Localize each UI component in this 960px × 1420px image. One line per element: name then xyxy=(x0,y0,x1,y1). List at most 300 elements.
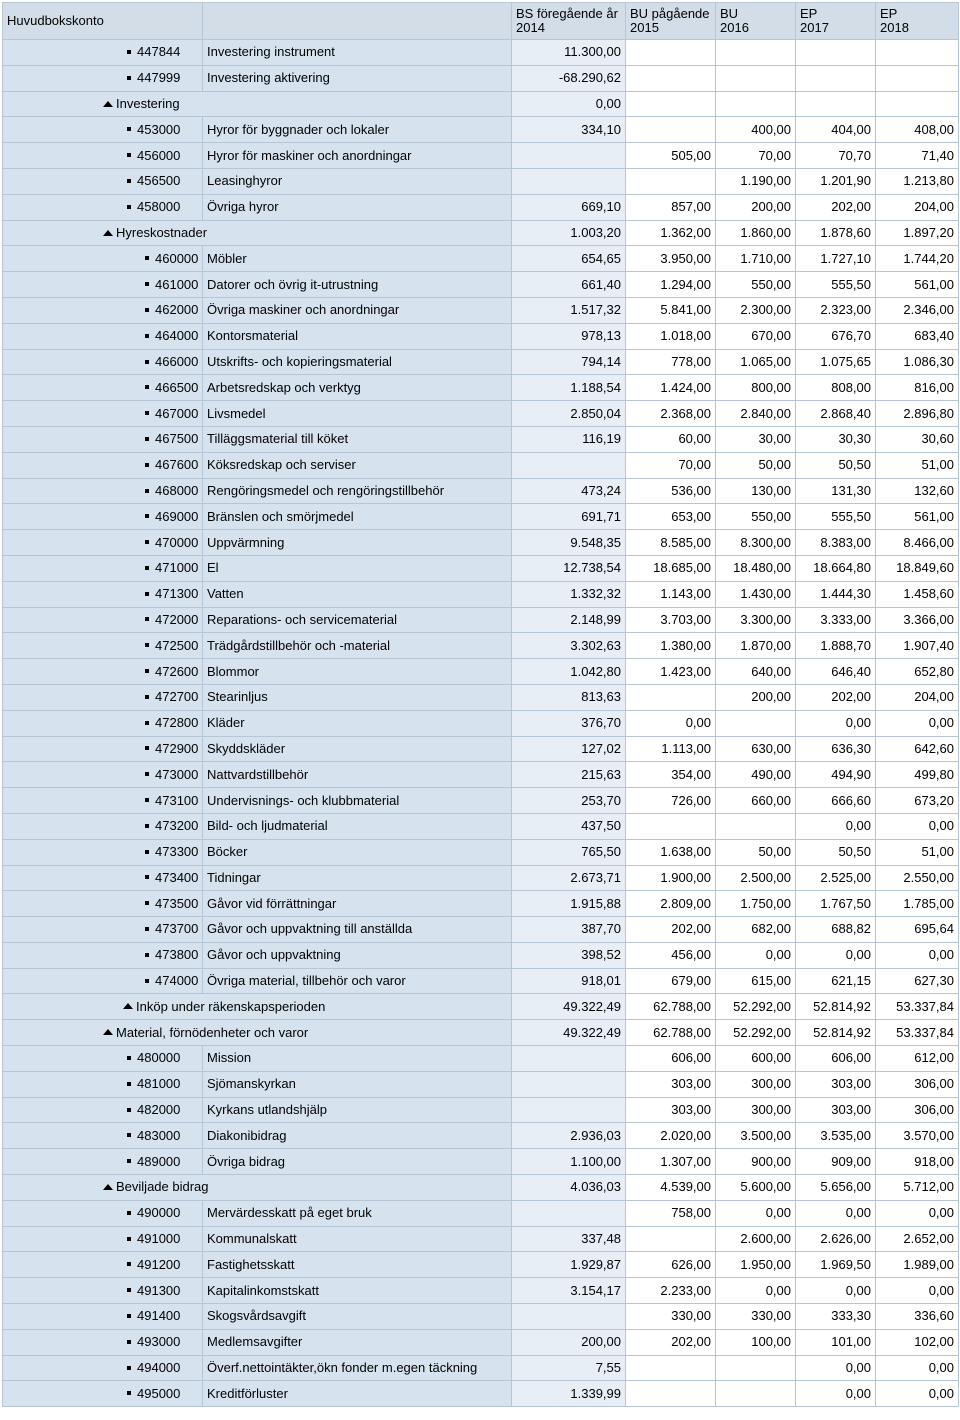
account-code: 473800 xyxy=(155,947,199,963)
value-cell: 606,00 xyxy=(796,1046,876,1072)
bullet-icon xyxy=(145,411,149,415)
group-label-cell[interactable] xyxy=(3,994,512,1020)
value-cell: 1.897,20 xyxy=(876,220,959,246)
account-code: 482000 xyxy=(137,1102,181,1118)
value-cell xyxy=(626,684,716,710)
account-code: 468000 xyxy=(155,482,199,498)
bullet-icon xyxy=(127,1314,131,1318)
collapse-triangle-icon[interactable] xyxy=(123,1003,133,1009)
account-code: 495000 xyxy=(137,1385,181,1401)
header-column-bu-2016 xyxy=(716,3,796,40)
account-name: Köksredskap och serviser xyxy=(203,452,512,478)
header-column-year: 2016 xyxy=(720,20,749,35)
value-cell: 550,00 xyxy=(716,504,796,530)
value-cell: 2.840,00 xyxy=(716,401,796,427)
value-cell: 52.292,00 xyxy=(716,994,796,1020)
account-code: 494000 xyxy=(137,1360,181,1376)
account-code-cell xyxy=(3,581,203,607)
table-row xyxy=(3,1200,959,1226)
value-cell: 1.042,80 xyxy=(512,659,626,685)
value-cell: 2.626,00 xyxy=(796,1226,876,1252)
value-cell: 1.710,00 xyxy=(716,246,796,272)
value-cell: 18.849,60 xyxy=(876,555,959,581)
value-cell: 3.333,00 xyxy=(796,607,876,633)
value-cell: 200,00 xyxy=(512,1329,626,1355)
value-cell: 918,00 xyxy=(876,1149,959,1175)
value-cell: 1.517,32 xyxy=(512,297,626,323)
account-code-cell xyxy=(3,349,203,375)
account-name: Utskrifts- och kopieringsmaterial xyxy=(203,349,512,375)
value-cell: 53.337,84 xyxy=(876,994,959,1020)
value-cell: 253,70 xyxy=(512,788,626,814)
table-row xyxy=(3,684,959,710)
value-cell: 1.929,87 xyxy=(512,1252,626,1278)
value-cell: 4.539,00 xyxy=(626,1175,716,1201)
table-row xyxy=(3,581,959,607)
value-cell: 53.337,84 xyxy=(876,1020,959,1046)
account-code: 467600 xyxy=(155,457,199,473)
value-cell: 555,50 xyxy=(796,272,876,298)
value-cell: 49.322,49 xyxy=(512,994,626,1020)
account-code: 473100 xyxy=(155,792,199,808)
value-cell: 127,02 xyxy=(512,736,626,762)
account-name: Blommor xyxy=(203,659,512,685)
account-code: 473400 xyxy=(155,869,199,885)
table-row xyxy=(3,117,959,143)
value-cell: 1.870,00 xyxy=(716,633,796,659)
header-account-label: Huvudbokskonto xyxy=(3,3,203,40)
value-cell: 202,00 xyxy=(626,917,716,943)
value-cell xyxy=(716,40,796,66)
value-cell: 621,15 xyxy=(796,968,876,994)
account-code-cell xyxy=(3,839,203,865)
value-cell: 669,10 xyxy=(512,194,626,220)
value-cell: 909,00 xyxy=(796,1149,876,1175)
value-cell: 131,30 xyxy=(796,478,876,504)
group-name: Inköp under räkenskapsperioden xyxy=(136,998,326,1014)
table-row xyxy=(3,762,959,788)
group-name: Material, förnödenheter och varor xyxy=(116,1024,309,1040)
value-cell: 303,00 xyxy=(796,1071,876,1097)
account-code: 480000 xyxy=(137,1050,181,1066)
account-code: 493000 xyxy=(137,1334,181,1350)
value-cell xyxy=(876,91,959,117)
value-cell: 130,00 xyxy=(716,478,796,504)
account-code-cell xyxy=(3,659,203,685)
value-cell xyxy=(796,65,876,91)
account-name: Sjömanskyrkan xyxy=(203,1071,512,1097)
account-code: 472500 xyxy=(155,637,199,653)
bullet-icon xyxy=(145,721,149,725)
value-cell: 636,30 xyxy=(796,736,876,762)
bullet-icon xyxy=(145,540,149,544)
account-code-cell xyxy=(3,401,203,427)
bullet-icon xyxy=(145,617,149,621)
value-cell: 3.950,00 xyxy=(626,246,716,272)
bullet-icon xyxy=(127,1108,131,1112)
group-label-cell[interactable] xyxy=(3,91,512,117)
value-cell: 300,00 xyxy=(716,1097,796,1123)
value-cell: 1.190,00 xyxy=(716,168,796,194)
value-cell: 2.936,03 xyxy=(512,1123,626,1149)
value-cell: 116,19 xyxy=(512,426,626,452)
account-name: Överf.nettointäkter,ökn fonder m.egen täckning xyxy=(203,1355,512,1381)
account-code-cell xyxy=(3,736,203,762)
account-name: Gåvor vid förrättningar xyxy=(203,891,512,917)
value-cell: 70,70 xyxy=(796,143,876,169)
bullet-icon xyxy=(145,308,149,312)
value-cell: 49.322,49 xyxy=(512,1020,626,1046)
account-code: 471000 xyxy=(155,560,199,576)
value-cell: 303,00 xyxy=(796,1097,876,1123)
account-code-cell xyxy=(3,530,203,556)
table-row xyxy=(3,143,959,169)
value-cell: 695,64 xyxy=(876,917,959,943)
value-cell: 0,00 xyxy=(796,813,876,839)
value-cell: 673,20 xyxy=(876,788,959,814)
value-cell: 3.366,00 xyxy=(876,607,959,633)
bullet-icon xyxy=(127,1391,131,1395)
value-cell: 0,00 xyxy=(876,1278,959,1304)
value-cell: 200,00 xyxy=(716,194,796,220)
bullet-icon xyxy=(145,824,149,828)
value-cell: 303,00 xyxy=(626,1097,716,1123)
table-row xyxy=(3,813,959,839)
value-cell: 683,40 xyxy=(876,323,959,349)
table-row xyxy=(3,1097,959,1123)
bullet-icon xyxy=(145,979,149,983)
value-cell xyxy=(626,1226,716,1252)
account-code: 472000 xyxy=(155,611,199,627)
account-name: El xyxy=(203,555,512,581)
account-name: Skyddskläder xyxy=(203,736,512,762)
value-cell: 334,10 xyxy=(512,117,626,143)
value-cell: 456,00 xyxy=(626,942,716,968)
value-cell: 132,60 xyxy=(876,478,959,504)
value-cell: 11.300,00 xyxy=(512,40,626,66)
account-code: 467500 xyxy=(155,431,199,447)
table-row xyxy=(3,401,959,427)
account-code-cell xyxy=(3,246,203,272)
value-cell: 2.809,00 xyxy=(626,891,716,917)
account-code-cell xyxy=(3,788,203,814)
value-cell xyxy=(512,1097,626,1123)
account-code: 474000 xyxy=(155,973,199,989)
account-code: 466000 xyxy=(155,353,199,369)
table-row xyxy=(3,426,959,452)
value-cell: 0,00 xyxy=(796,1381,876,1407)
table-row xyxy=(3,1329,959,1355)
bullet-icon xyxy=(145,953,149,957)
account-code: 453000 xyxy=(137,121,181,137)
value-cell: 0,00 xyxy=(876,1355,959,1381)
value-cell: 408,00 xyxy=(876,117,959,143)
table-row xyxy=(3,1123,959,1149)
value-cell xyxy=(626,813,716,839)
header-column-title: EP xyxy=(800,6,818,21)
account-code-cell xyxy=(3,426,203,452)
table-row xyxy=(3,917,959,943)
value-cell: 0,00 xyxy=(876,942,959,968)
value-cell: 661,40 xyxy=(512,272,626,298)
table-row xyxy=(3,736,959,762)
account-name: Övriga maskiner och anordningar xyxy=(203,297,512,323)
value-cell: 2.368,00 xyxy=(626,401,716,427)
value-cell: 490,00 xyxy=(716,762,796,788)
account-name: Vatten xyxy=(203,581,512,607)
value-cell: 0,00 xyxy=(626,710,716,736)
table-row xyxy=(3,1252,959,1278)
value-cell: 354,00 xyxy=(626,762,716,788)
value-cell: 387,70 xyxy=(512,917,626,943)
value-cell: 627,30 xyxy=(876,968,959,994)
account-code-cell xyxy=(3,143,203,169)
table-row xyxy=(3,607,959,633)
value-cell: 52.814,92 xyxy=(796,1020,876,1046)
value-cell xyxy=(876,40,959,66)
value-cell xyxy=(626,1355,716,1381)
value-cell: 2.020,00 xyxy=(626,1123,716,1149)
account-code-cell xyxy=(3,1046,203,1072)
value-cell: 1.332,32 xyxy=(512,581,626,607)
account-code: 489000 xyxy=(137,1153,181,1169)
value-cell: 337,48 xyxy=(512,1226,626,1252)
account-code-cell xyxy=(3,1149,203,1175)
value-cell: 2.500,00 xyxy=(716,865,796,891)
value-cell: 561,00 xyxy=(876,272,959,298)
value-cell: 336,60 xyxy=(876,1304,959,1330)
value-cell: 1.018,00 xyxy=(626,323,716,349)
account-code-cell xyxy=(3,194,203,220)
value-cell: 1.188,54 xyxy=(512,375,626,401)
value-cell: 1.423,00 xyxy=(626,659,716,685)
bullet-icon xyxy=(145,850,149,854)
value-cell: 816,00 xyxy=(876,375,959,401)
value-cell: 102,00 xyxy=(876,1329,959,1355)
table-row xyxy=(3,633,959,659)
bullet-icon xyxy=(127,1211,131,1215)
account-code-cell xyxy=(3,633,203,659)
value-cell: 1.075,65 xyxy=(796,349,876,375)
value-cell: 1.458,60 xyxy=(876,581,959,607)
value-cell: 400,00 xyxy=(716,117,796,143)
table-row xyxy=(3,710,959,736)
value-cell: 1.003,20 xyxy=(512,220,626,246)
value-cell xyxy=(716,813,796,839)
account-code-cell xyxy=(3,1200,203,1226)
value-cell: 660,00 xyxy=(716,788,796,814)
value-cell: 765,50 xyxy=(512,839,626,865)
account-code: 460000 xyxy=(155,250,199,266)
value-cell: 333,30 xyxy=(796,1304,876,1330)
value-cell: 437,50 xyxy=(512,813,626,839)
account-name: Övriga bidrag xyxy=(203,1149,512,1175)
value-cell: 2.868,40 xyxy=(796,401,876,427)
value-cell: 303,00 xyxy=(626,1071,716,1097)
group-label-cell[interactable] xyxy=(3,220,512,246)
value-cell: 101,00 xyxy=(796,1329,876,1355)
table-row xyxy=(3,194,959,220)
account-name: Reparations- och servicematerial xyxy=(203,607,512,633)
group-row xyxy=(3,91,959,117)
value-cell: 2.600,00 xyxy=(716,1226,796,1252)
value-cell: 215,63 xyxy=(512,762,626,788)
bullet-icon xyxy=(145,875,149,879)
table-row xyxy=(3,349,959,375)
value-cell: 800,00 xyxy=(716,375,796,401)
account-code-cell xyxy=(3,40,203,66)
value-cell: 1.100,00 xyxy=(512,1149,626,1175)
value-cell xyxy=(716,1381,796,1407)
account-name: Kyrkans utlandshjälp xyxy=(203,1097,512,1123)
value-cell xyxy=(512,1071,626,1097)
table-row xyxy=(3,865,959,891)
account-code-cell xyxy=(3,323,203,349)
table-row xyxy=(3,1278,959,1304)
bullet-icon xyxy=(127,50,131,54)
value-cell xyxy=(716,91,796,117)
header-column-year: 2017 xyxy=(800,20,829,35)
account-name: Hyror för byggnader och lokaler xyxy=(203,117,512,143)
table-row xyxy=(3,65,959,91)
account-code: 471300 xyxy=(155,586,199,602)
account-code: 472800 xyxy=(155,715,199,731)
account-code-cell xyxy=(3,168,203,194)
table-row xyxy=(3,1355,959,1381)
value-cell: 505,00 xyxy=(626,143,716,169)
account-code-cell xyxy=(3,1329,203,1355)
bullet-icon xyxy=(145,798,149,802)
table-row xyxy=(3,659,959,685)
value-cell: 1.785,00 xyxy=(876,891,959,917)
account-name: Kontorsmaterial xyxy=(203,323,512,349)
value-cell: 1.969,50 xyxy=(796,1252,876,1278)
value-cell: 2.652,00 xyxy=(876,1226,959,1252)
value-cell: 1.767,50 xyxy=(796,891,876,917)
account-name: Medlemsavgifter xyxy=(203,1329,512,1355)
value-cell: -68.290,62 xyxy=(512,65,626,91)
value-cell: 2.323,00 xyxy=(796,297,876,323)
collapse-triangle-icon[interactable] xyxy=(103,1184,113,1190)
account-name: Datorer och övrig it-utrustning xyxy=(203,272,512,298)
account-code: 472600 xyxy=(155,663,199,679)
value-cell: 52.292,00 xyxy=(716,1020,796,1046)
account-name: Mervärdesskatt på eget bruk xyxy=(203,1200,512,1226)
table-header xyxy=(3,3,959,40)
group-label-cell[interactable] xyxy=(3,1175,512,1201)
account-code: 458000 xyxy=(137,199,181,215)
value-cell: 1.362,00 xyxy=(626,220,716,246)
group-label-cell[interactable] xyxy=(3,1020,512,1046)
table-row xyxy=(3,1071,959,1097)
header-name-column xyxy=(203,3,512,40)
table-row xyxy=(3,1046,959,1072)
value-cell: 202,00 xyxy=(626,1329,716,1355)
bullet-icon xyxy=(145,772,149,776)
account-name: Tidningar xyxy=(203,865,512,891)
account-name: Stearinljus xyxy=(203,684,512,710)
account-name: Hyror för maskiner och anordningar xyxy=(203,143,512,169)
header-column-title: EP xyxy=(880,6,898,21)
value-cell xyxy=(626,91,716,117)
collapse-triangle-icon[interactable] xyxy=(103,1029,113,1035)
account-code: 456500 xyxy=(137,173,181,189)
bullet-icon xyxy=(127,205,131,209)
bullet-icon xyxy=(127,1340,131,1344)
value-cell: 1.744,20 xyxy=(876,246,959,272)
account-name: Kapitalinkomstskatt xyxy=(203,1278,512,1304)
value-cell: 646,40 xyxy=(796,659,876,685)
account-code: 491400 xyxy=(137,1308,181,1324)
header-column-year: 2014 xyxy=(516,20,545,35)
bullet-icon xyxy=(145,256,149,260)
value-cell: 726,00 xyxy=(626,788,716,814)
value-cell: 688,82 xyxy=(796,917,876,943)
value-cell xyxy=(626,117,716,143)
table-row xyxy=(3,788,959,814)
bullet-icon xyxy=(127,1366,131,1370)
account-code: 466500 xyxy=(155,379,199,395)
account-name: Gåvor och uppvaktning xyxy=(203,942,512,968)
account-code: 491300 xyxy=(137,1282,181,1298)
value-cell: 200,00 xyxy=(716,684,796,710)
value-cell: 202,00 xyxy=(796,684,876,710)
value-cell: 0,00 xyxy=(716,942,796,968)
value-cell: 1.638,00 xyxy=(626,839,716,865)
bullet-icon xyxy=(145,463,149,467)
value-cell: 50,50 xyxy=(796,452,876,478)
account-name: Trädgårdstillbehör och -material xyxy=(203,633,512,659)
value-cell: 398,52 xyxy=(512,942,626,968)
value-cell: 1.213,80 xyxy=(876,168,959,194)
collapse-triangle-icon[interactable] xyxy=(103,230,113,236)
account-code: 464000 xyxy=(155,328,199,344)
value-cell: 900,00 xyxy=(716,1149,796,1175)
account-name: Skogsvårdsavgift xyxy=(203,1304,512,1330)
value-cell: 0,00 xyxy=(796,1355,876,1381)
value-cell: 0,00 xyxy=(796,710,876,736)
value-cell: 1.143,00 xyxy=(626,581,716,607)
bullet-icon xyxy=(145,566,149,570)
account-name: Bild- och ljudmaterial xyxy=(203,813,512,839)
value-cell: 51,00 xyxy=(876,839,959,865)
table-row xyxy=(3,1226,959,1252)
account-code-cell xyxy=(3,1304,203,1330)
account-code-cell xyxy=(3,1252,203,1278)
value-cell: 653,00 xyxy=(626,504,716,530)
bullet-icon xyxy=(145,901,149,905)
value-cell: 5.841,00 xyxy=(626,297,716,323)
value-cell: 1.086,30 xyxy=(876,349,959,375)
account-code-cell xyxy=(3,813,203,839)
value-cell: 30,60 xyxy=(876,426,959,452)
table-row xyxy=(3,1149,959,1175)
table-row xyxy=(3,297,959,323)
value-cell: 70,00 xyxy=(626,452,716,478)
bullet-icon xyxy=(127,76,131,80)
account-code-cell xyxy=(3,478,203,504)
account-code: 447999 xyxy=(137,70,181,86)
value-cell: 808,00 xyxy=(796,375,876,401)
value-cell: 8.585,00 xyxy=(626,530,716,556)
collapse-triangle-icon[interactable] xyxy=(103,101,113,107)
value-cell: 612,00 xyxy=(876,1046,959,1072)
value-cell: 0,00 xyxy=(716,1278,796,1304)
value-cell xyxy=(716,710,796,736)
value-cell: 70,00 xyxy=(716,143,796,169)
value-cell: 561,00 xyxy=(876,504,959,530)
value-cell: 60,00 xyxy=(626,426,716,452)
